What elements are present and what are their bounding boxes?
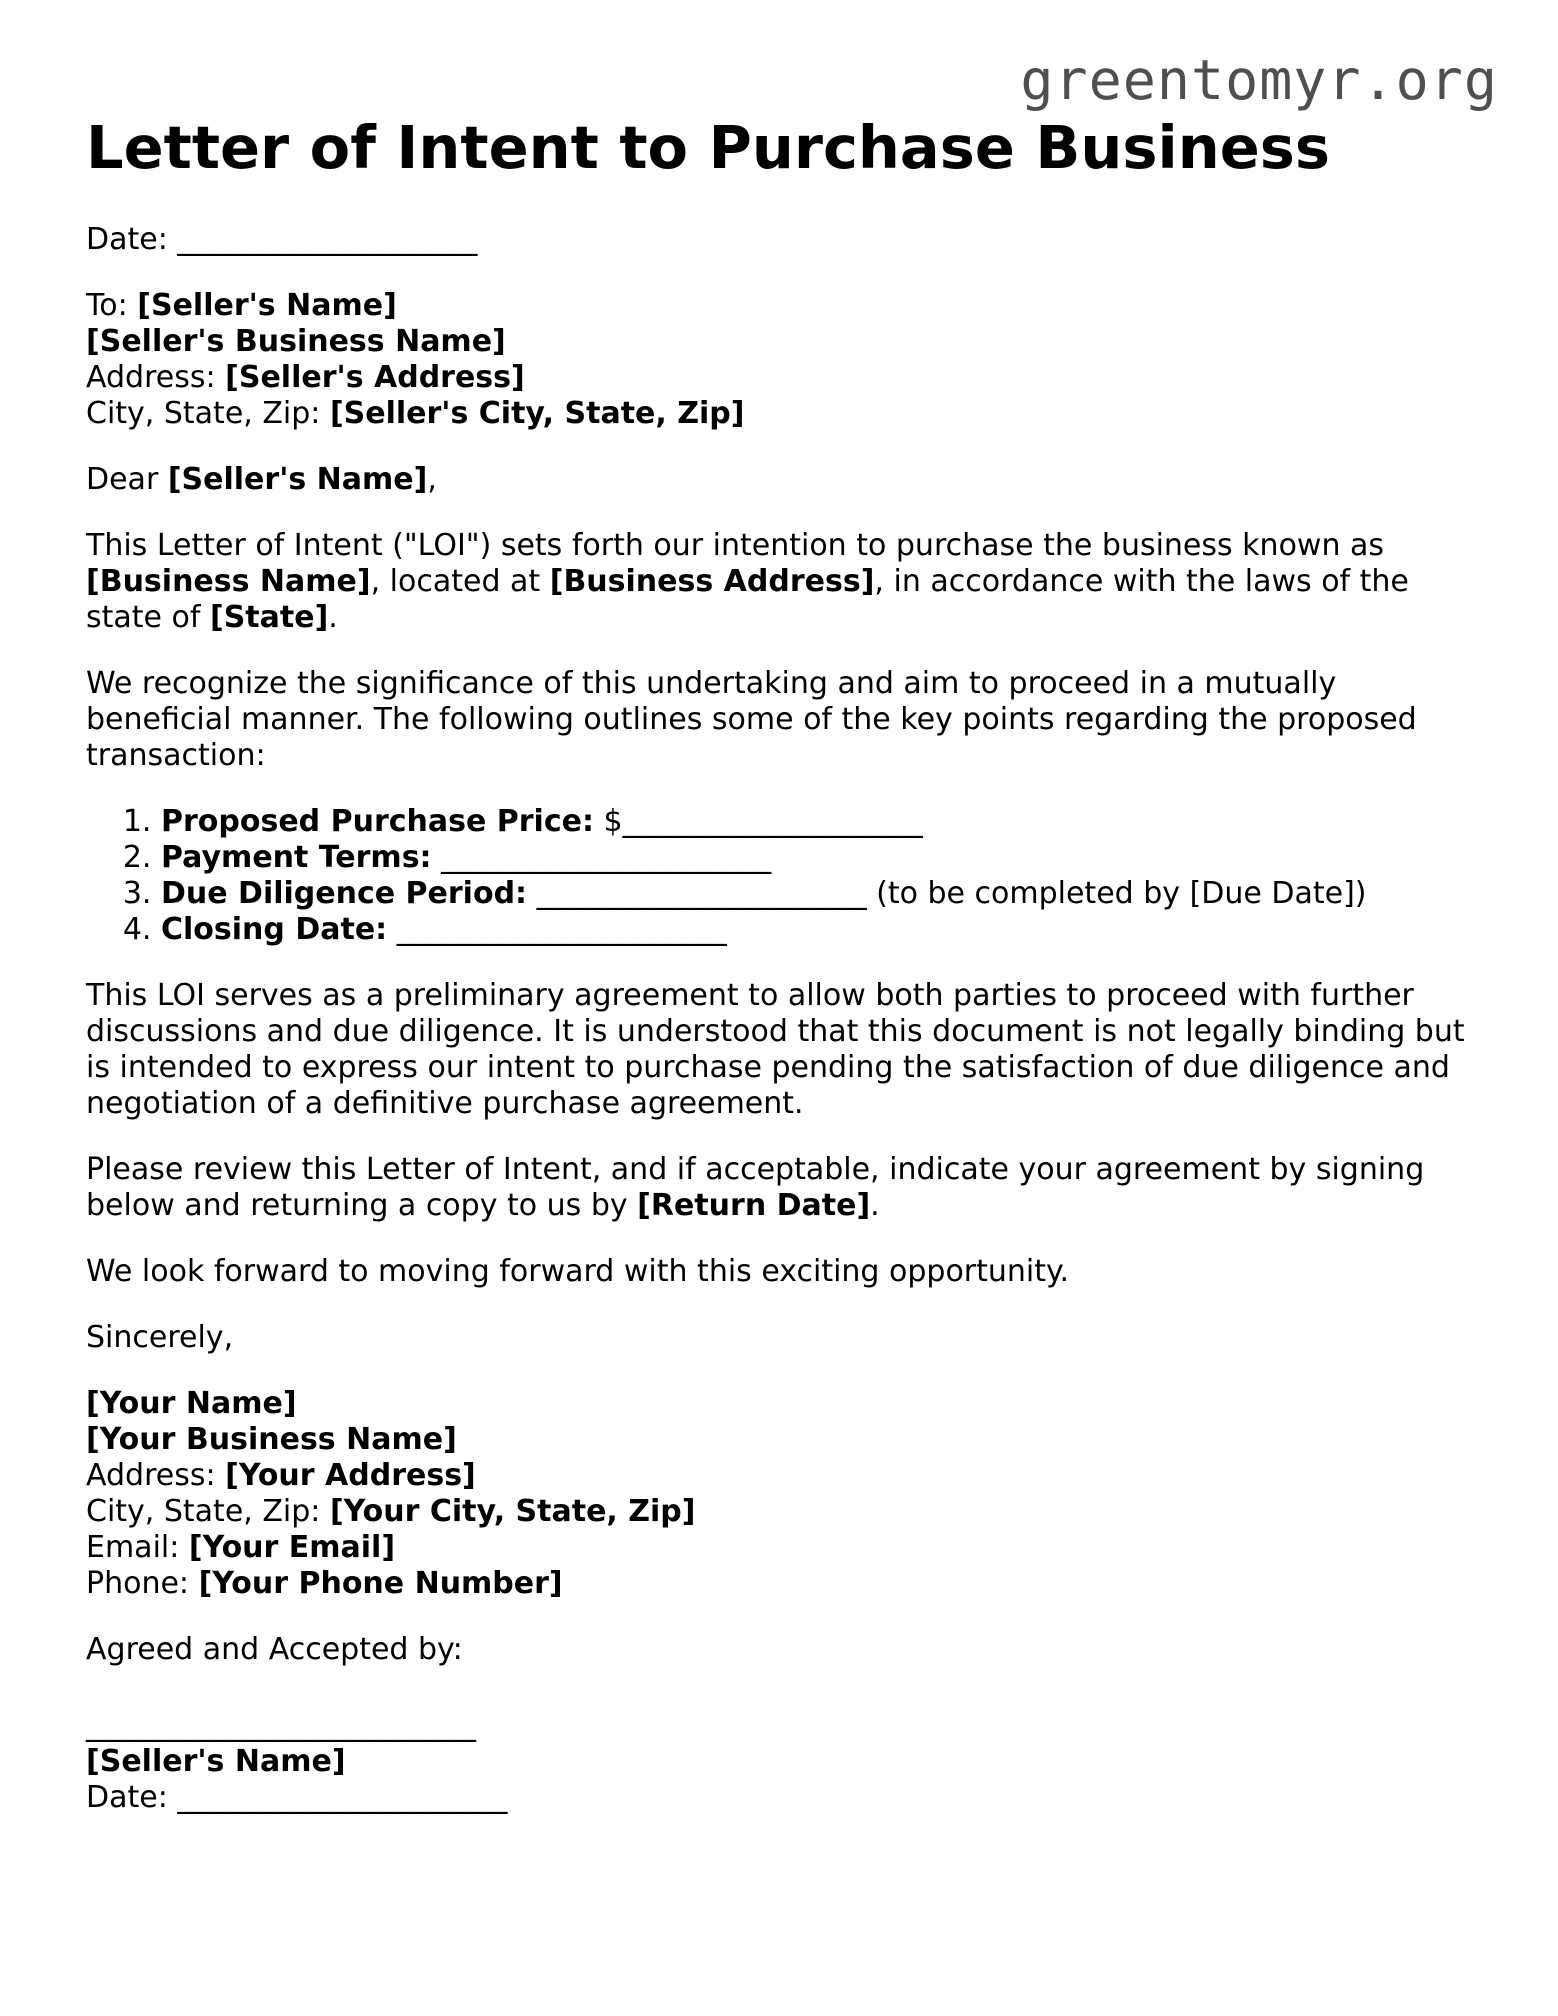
term-item	[161, 804, 1486, 840]
signature-line: __________________________	[86, 1708, 476, 1743]
date-blank: ____________________	[177, 222, 478, 257]
date-label: Date:	[86, 222, 168, 257]
sender-email-label: Email:	[86, 1530, 180, 1565]
salutation-suffix: ,	[427, 462, 437, 497]
term-item	[161, 840, 1486, 876]
acceptance-date-blank: ______________________	[177, 1780, 508, 1815]
sender-phone: [Your Phone Number]	[198, 1566, 563, 1601]
term-label: Due Diligence Period:	[161, 876, 528, 911]
business-name: [Business Name]	[86, 564, 371, 599]
acceptance-label: Agreed and Accepted by:	[86, 1632, 463, 1667]
term-value: $____________________	[593, 804, 923, 839]
intro-text-3: , in accordance with the laws of the state of	[86, 564, 1409, 635]
sender-csz: [Your City, State, Zip]	[329, 1494, 696, 1529]
watermark: greentomyr.org	[1020, 48, 1498, 112]
sender-address-label: Address:	[86, 1458, 216, 1493]
seller-business-name: [Seller's Business Name]	[86, 324, 506, 359]
address-label: Address:	[86, 360, 216, 395]
sender-csz-label: City, State, Zip:	[86, 1494, 321, 1529]
to-label: To:	[86, 288, 128, 323]
seller-csz: [Seller's City, State, Zip]	[329, 396, 745, 431]
acceptance-date-label: Date:	[86, 1780, 168, 1815]
sender-business-name: [Your Business Name]	[86, 1422, 457, 1457]
business-address: [Business Address]	[549, 564, 875, 599]
term-value: ______________________ (to be completed by [Due Date])	[527, 876, 1367, 911]
preliminary-paragraph: This LOI serves as a preliminary agreement to allow both parties to proceed with further discussions and due diligence. It is understood that this document is not legally binding but is intended to express our intent to purchase pending the satisfaction of due diligence and negotiation of a definitive purchase agreement.	[86, 978, 1465, 1121]
term-item	[161, 876, 1486, 912]
csz-label: City, State, Zip:	[86, 396, 321, 431]
sender-email: [Your Email]	[188, 1530, 396, 1565]
document	[86, 108, 1486, 1816]
salutation	[86, 462, 1486, 498]
sender-block	[86, 1386, 1486, 1602]
intro-paragraph	[86, 528, 1486, 636]
terms-list	[86, 804, 1486, 948]
seller-name: [Seller's Name]	[137, 288, 397, 323]
review-paragraph	[86, 1152, 1486, 1224]
review-text-2: .	[870, 1188, 880, 1223]
term-value: ______________________	[387, 912, 727, 947]
review-text-1: Please review this Letter of Intent, and if acceptable, indicate your agreement by signing below and returning a copy to us by	[86, 1152, 1425, 1223]
intro-text-4: .	[328, 600, 338, 635]
acceptance-block	[86, 1708, 1486, 1816]
forward-paragraph: We look forward to moving forward with this exciting opportunity.	[86, 1254, 1070, 1289]
salutation-prefix: Dear	[86, 462, 159, 497]
intro-text-2: , located at	[370, 564, 550, 599]
date-line	[86, 222, 1486, 258]
page-title: Letter of Intent to Purchase Business	[86, 113, 1330, 182]
sender-name: [Your Name]	[86, 1386, 297, 1421]
term-label: Payment Terms:	[161, 840, 432, 875]
acceptance-seller-name: [Seller's Name]	[86, 1744, 346, 1779]
sender-phone-label: Phone:	[86, 1566, 190, 1601]
sender-address: [Your Address]	[225, 1458, 476, 1493]
term-value: ______________________	[431, 840, 772, 875]
recipient-block	[86, 288, 1486, 432]
recognize-paragraph: We recognize the significance of this undertaking and aim to proceed in a mutually beneficial manner. The following outlines some of the key points regarding the proposed transaction:	[86, 666, 1417, 773]
return-date: [Return Date]	[637, 1188, 871, 1223]
state: [State]	[209, 600, 329, 635]
term-label: Closing Date:	[161, 912, 388, 947]
seller-address: [Seller's Address]	[225, 360, 525, 395]
salutation-name: [Seller's Name]	[167, 462, 428, 497]
term-item	[161, 912, 1486, 948]
intro-text-1: This Letter of Intent ("LOI") sets forth our intention to purchase the business known as	[86, 528, 1385, 563]
closing: Sincerely,	[86, 1320, 234, 1355]
term-label: Proposed Purchase Price:	[161, 804, 594, 839]
